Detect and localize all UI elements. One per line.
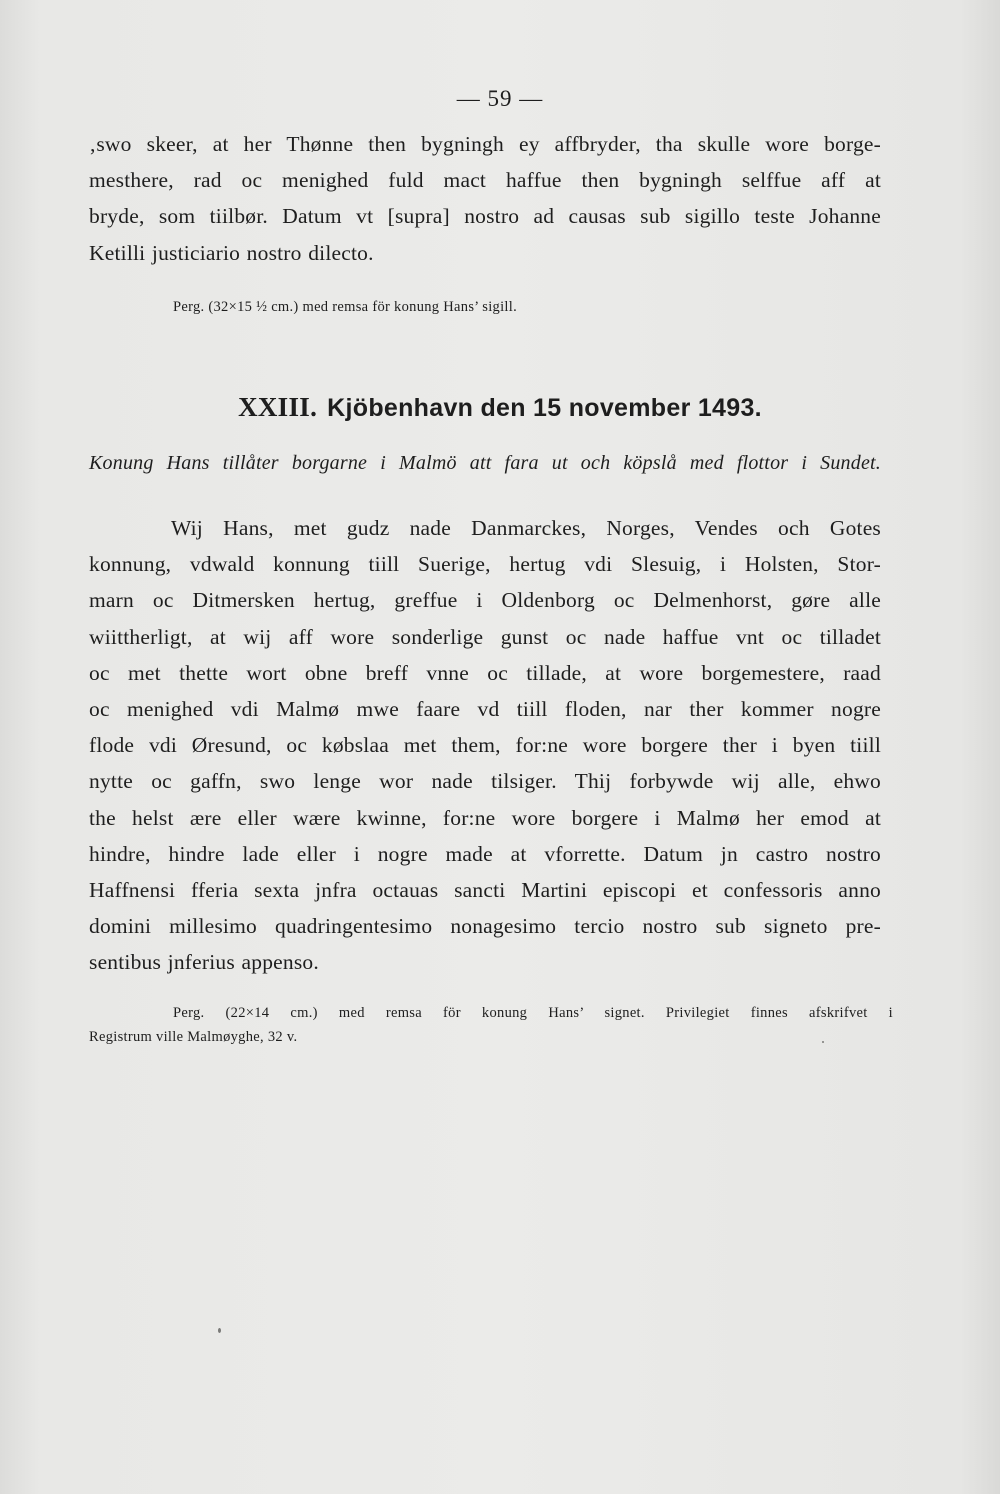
continuation-line: bryde, som tiilbør. Datum vt [supra] nostro ad causas sub sigillo teste Johanne [89, 204, 881, 229]
document-line: the helst ære eller wære kwinne, for:ne wore borgere i Malmø her emod at [89, 805, 881, 830]
document-numeral: XXIII. [238, 392, 318, 422]
document-line: sentibus jnferius appenso. [89, 950, 319, 975]
document-line: wiittherligt, at wij aff wore sonderlige gunst oc nade haffue vnt oc tilladet [89, 624, 881, 649]
document-line: marn oc Ditmersken hertug, greffue i Oldenborg oc Delmenhorst, gøre alle [89, 588, 881, 613]
document-line: konnung, vdwald konnung tiill Suerige, hertug vdi Slesuig, i Holsten, Stor- [89, 552, 881, 577]
document-line: domini millesimo quadringentesimo nonagesimo tercio nostro sub signeto pre- [89, 914, 881, 939]
document-heading [0, 392, 1000, 423]
continuation-paragraph [89, 126, 881, 271]
document-note-line: Registrum ville Malmøyghe, 32 v. [89, 1029, 298, 1045]
document-title: Kjöbenhavn den 15 november 1493. [327, 394, 762, 422]
document-line: hindre, hindre lade eller i nogre made at vforrette. Datum jn castro nostro [89, 841, 881, 866]
ink-speck [822, 1041, 824, 1043]
document-line: Wij Hans, met gudz nade Danmarckes, Norges, Vendes och Gotes [171, 516, 881, 540]
page-number: — 59 — [456, 86, 544, 111]
document-line: oc menighed vdi Malmø mwe faare vd tiill floden, nar ther kommer nogre [89, 697, 881, 722]
document-line: oc met thette wort obne breff vnne oc tillade, at wore borgemestere, raad [89, 660, 881, 685]
continuation-line: ‚swo skeer, at her Thønne then bygningh ey affbryder, tha skulle wore borge- [89, 132, 881, 156]
document-body [89, 510, 881, 981]
document-line: nytte oc gaffn, swo lenge wor nade tilsiger. Thij forbywde wij alle, ehwo [89, 769, 881, 794]
ink-speck [218, 1328, 221, 1333]
document-summary: Konung Hans tillåter borgarne i Malmö att fara ut och köpslå med flottor i Sundet. [89, 452, 881, 474]
continuation-line: Ketilli justiciario nostro dilecto. [89, 240, 374, 265]
document-note [89, 1001, 893, 1049]
document-line: flode vdi Øresund, oc købslaa met them, for:ne wore borgere ther i byen tiill [89, 733, 881, 758]
continuation-line: mesthere, rad oc menighed fuld mact haffue then bygningh selffue aff at [89, 168, 881, 193]
continuation-note: Perg. (32×15 ½ cm.) med remsa för konung Hans’ sigill. [173, 299, 517, 315]
document-line: Haffnensi fferia sexta jnfra octauas sancti Martini episcopi et confessoris anno [89, 878, 881, 903]
document-note-line: Perg. (22×14 cm.) med remsa för konung Hans’ signet. Privilegiet finnes afskrifvet i [173, 1005, 893, 1021]
